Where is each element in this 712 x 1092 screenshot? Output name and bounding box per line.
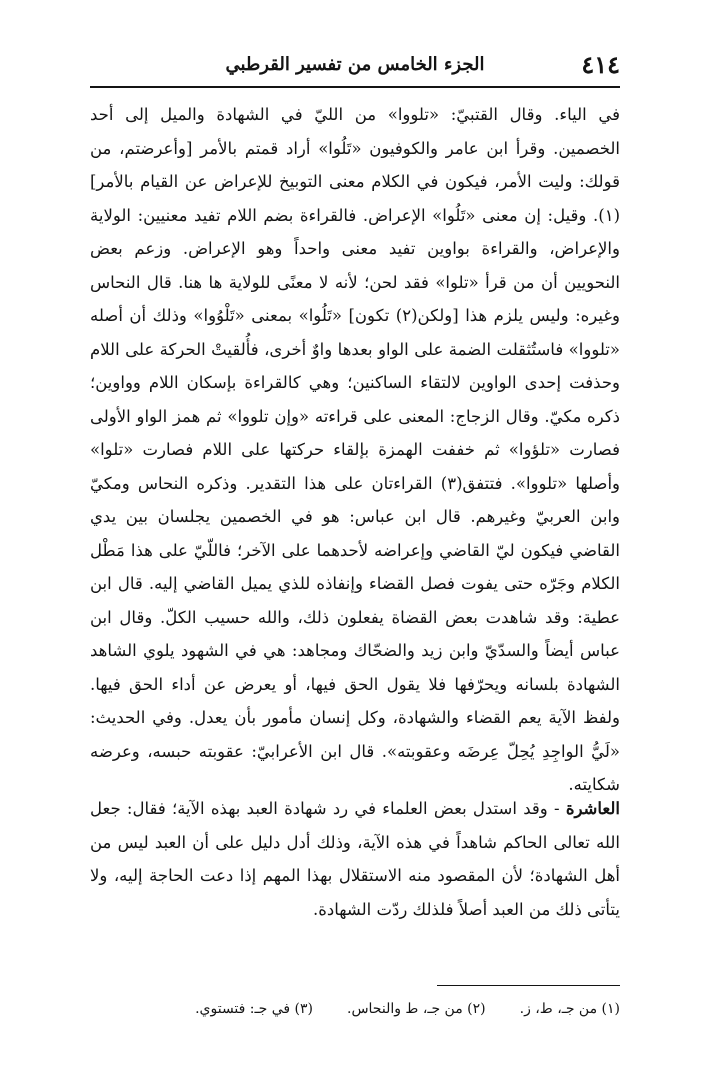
paragraph-ninth-section: في الياء. وقال القتبيّ: «تلووا» من الليّ في الشهادة والميل إلى أحد الخصمين. وقرأ ابن عامر والكوفيون «تَلُوا» أراد قمتم بالأمر [وأعرضتم، من قولك: وليت الأمر، فيكون في الكلام معنى التوبيخ للإعراض عن القيام بالأمر](١). وقيل: إن معنى «تَلُوا» الإعراض. فالقراءة بضم اللام تفيد معنيين: الولاية والإعراض، والقراءة بواوين تفيد معنى واحداً وهو الإعراض. وزعم بعض النحويين أن من قرأ «تلوا» فقد لحن؛ لأنه لا معنًى للولاية ها هنا. قال النحاس وغيره: وليس يلزم هذا [ولكن(٢) تكون] «تَلُوا» بمعنى «تَلْوُوا» وذلك أن أصله «تلووا» فاستُثقلت الضمة على الواو بعدها واوٌ أخرى، فأُلقيتْ الحركة على اللام وحذفت إحدى الواوين لالتقاء الساكنين؛ وهي كالقراءة بإسكان اللام وواوين؛ ذكره مكيّ. وقال الزجاج: المعنى على قراءته «وإن تلووا» ثم همز الواو الأولى فصارت «تلؤوا» ثم خففت الهمزة بإلقاء حركتها على اللام فصارت «تلوا» وأصلها «تلووا». فتتفق(٣) القراءتان على هذا التقدير. وذكره النحاس ومكيّ وابن العربيّ وغيرهم. قال ابن عباس: هو في الخصمين يجلسان بين يدي القاضي فيكون ليّ القاضي وإعراضه لأحدهما على الآخر؛ فاللّيّ على هذا مَطْل الكلام وجَرّه حتى يفوت فصل القضاء وإنفاذه للذي يميل القاضي إليه. قال ابن عطية: وقد شاهدت بعض القضاة يفعلون ذلك، والله حسيب الكلّ. وقال ابن عباس أيضاً والسدّيّ وابن زيد والضحّاك ومجاهد: هي في الشهود يلوي الشاهد الشهادة بلسانه ويحرّفها فلا يقول الحق فيها، أو يعرض عن أداء الحق فيها. ولفظ الآية يعم القضاء والشهادة، وكل إنسان مأمور بأن يعدل. وفي الحديث: «لَيُّ الواجِدِ يُحِلّ عِرضَه وعقوبته». قال ابن الأعرابيّ: عقوبته حبسه، وعرضه شكايته.	[90, 105, 621, 794]
footnote-2: (٢) من جـ، ط والنحاس.	[347, 1001, 486, 1017]
paragraph-tenth-text: - وقد استدل بعض العلماء في رد شهادة العبد بهذه الآية؛ فقال: جعل الله تعالى الحاكم شاهداً في هذه الآية، وذلك أدل دليل على أن العبد ليس من أهل الشهادة؛ لأن المقصود منه الاستقلال بهذا المهم إذا دعت الحاجة إليه، ولا يتأتى ذلك من العبد أصلاً فلذلك ردّت الشهادة.	[90, 799, 620, 919]
body-text	[90, 98, 620, 928]
footnotes	[90, 996, 624, 1022]
running-title: الجزء الخامس من تفسير القرطبي	[225, 54, 485, 75]
page-header	[90, 48, 620, 88]
footnote-rule	[437, 985, 620, 986]
section-heading-tenth: العاشرة	[565, 799, 620, 818]
header-rule	[90, 86, 620, 88]
footnote-3: (٣) في جـ: فتستوي.	[195, 1001, 313, 1017]
paragraph-tenth-section	[90, 792, 620, 928]
page-number: ٤١٤	[581, 50, 620, 79]
footnote-1: (١) من جـ، ط، ز.	[519, 1001, 620, 1017]
